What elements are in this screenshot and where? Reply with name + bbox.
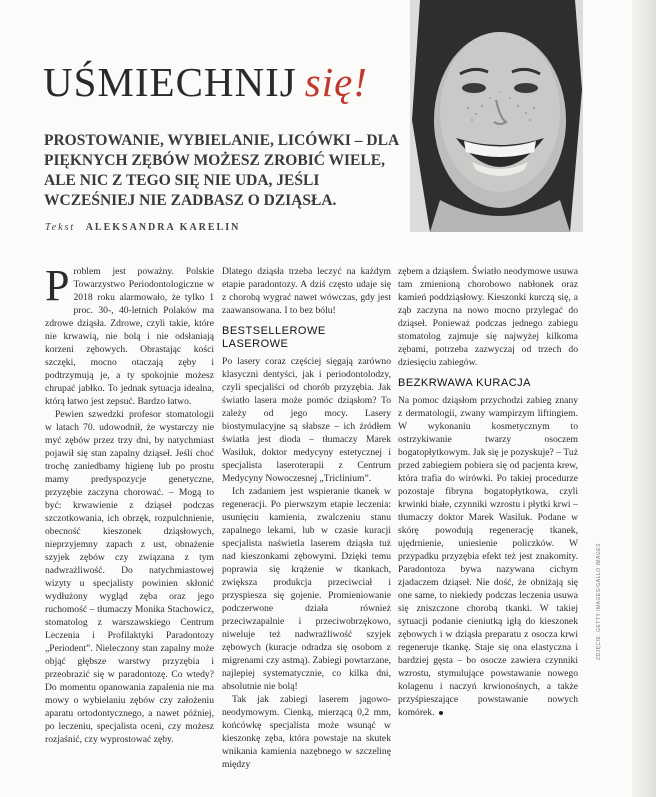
paragraph (398, 394, 578, 719)
byline-author: ALEKSANDRA KARELIN (85, 222, 241, 233)
section-heading: BESTSELLEROWE LASEROWE (222, 325, 326, 350)
page-spine (632, 0, 656, 797)
paragraph-text: Na pomoc dziąsłom przychodzi zabieg znany z dermatologii, zwany wampirzym liftingiem. W wykonaniu kosmetycznym to ostrzykiwanie twarzy osoczem bogatopłytkowym. Jak się je pozyskuje? – Tuż przed zabiegiem pobiera się od pacjenta krew, która trafia do wirówki. Po takiej procedurze pozostaje fibryna bogatopłytkowa, czyli krwinki białe, czynniki wzrostu i płytki krwi – tłumaczy doktor Marek Wasiluk. Podane w skórę powodują regenerację tkanek, ujędrnienie, uniesienie policzków. W przypadku przyzębia efekt też jest znakomity. Paradontoza bywa nazywana cichym zjadaczem dziąseł. Nie dość, że obniżają się one same, to niekiedy podczas leczenia usuwa się zniszczone chorobą tkanki. W takiej sytuacji podanie cieniutką igłą do kieszonek zębowych i w dziąsła preparatu z osocza krwi regeneruje tkankę. Staje się ona elastyczna i bardziej gęsta – bo osocze zawiera czynniki wzrostu, stymulujące powstawanie nowego kolagenu i naczyń krwionośnych, a także przyśpieszające powstawanie nowych komórek. (398, 395, 578, 718)
byline-label: Tekst (45, 222, 76, 233)
photo-credit: ZDJĘCIE: GETTY IMAGES/GALLO IMAGES (596, 543, 602, 660)
paragraph-text: roblem jest poważny. Polskie Towarzystwo Periodontologiczne w 2018 roku alarmowało, że tylko 1 proc. 30-, 40-letnich Polaków ma zdrowe dziąsła. Zdrowe, czyli takie, które nie krwawią, nie bolą i nie odsłaniają korzeni zębowych. Obrastając kości szczęki, mocno otaczają zęby i podtrzymują je, a ty spokojnie możesz chrupać jabłko. To jednak sytuacja idealna, którą łatwo jest zepsuć. Bardzo łatwo. (45, 266, 214, 407)
article-lead: PROSTOWANIE, WYBIELANIE, LICÓWKI – DLA PIĘKNYCH ZĘBÓW MOŻESZ ZROBIĆ WIELE, ALE NIC Z TEGO SIĘ NIE UDA, JEŚLI WCZEŚNIEJ NIE ZADBASZ O DZIĄSŁA. (44, 132, 399, 209)
title-main: UŚMIECHNIJ (43, 59, 297, 105)
section-heading: BEZKRWAWA KURACJA (398, 377, 531, 389)
paragraph: Tak jak zabiegi laserem jagowo-neodymowym. Cienką, mierzącą 0,2 mm, końcówkę specjalista może wsunąć w kieszonkę zęba, która powstaje na skutek wnikania kamienia nazębnego w szczelinę między (222, 694, 391, 770)
end-mark-icon (439, 711, 443, 715)
article-column-1 (45, 261, 214, 746)
paragraph: Ich zadaniem jest wspieranie tkanek w regeneracji. Po pierwszym etapie leczenia: usunięciu kamienia, zwalczeniu stanu zapalnego lekami, lub w czasie kuracji specjalista naświetla laserem dziąsła tuż nad kieszonkami zębowymi. Dzięki temu poprawia się krążenie w tkankach, zwiększa produkcja przeciwciał i przyspiesza się gojenie. Promieniowanie podczerwone działa również przeciwzapalnie i przeciwobrzękowo, niweluje też nadwrażliwość szyjek zębowych (kuracje odradza się osobom z migrenami czy astmą). Zabiegi powtarzane, najlepiej systematycznie, co kilka dni, absolutnie nie bolą! (222, 486, 391, 692)
paragraph: Dlatego dziąsła trzeba leczyć na każdym etapie paradontozy. A dziś często udaje się z chorobą wygrać nawet wówczas, gdy jest zaawansowana. I to bez bólu! (222, 266, 391, 316)
article-column-2 (222, 265, 391, 771)
paragraph: Po lasery coraz częściej sięgają zarówno klasyczni dentyści, jak i periodontolodzy, czyli specjaliści od chorób przyzębia. Jak światło lasera może pomóc dziąsłom? To zależy od jego mocy. Lasery biostymulacyjne są słabsze – ich źródłem światła jest dioda – tłumaczy Marek Wasiluk, doktor medycyny estetycznej i specjalista laseroterapii z Centrum Medycyny Nowoczesnej „Triclinium”. (222, 356, 391, 484)
smiling-woman-photo (410, 0, 583, 232)
article-title (43, 58, 368, 106)
byline (45, 222, 240, 233)
drop-cap: P (45, 261, 70, 310)
article-column-3 (398, 265, 578, 719)
paragraph: zębem a dziąsłem. Światło neodymowe usuwa tam zmienioną chorobowo nabłonek oraz kamień poddziąsłowy. Kieszonki kurczą się, a ząb zaczyna na nowo mocno przylegać do dziąseł. Ponieważ podczas jednego zabiegu stomatolog zajmuje się najwyżej kilkoma zębami, potrzeba zazwyczaj od trzech do dziesięciu zabiegów. (398, 266, 578, 368)
title-script: się! (304, 59, 368, 105)
portrait-illustration (410, 0, 583, 232)
paragraph: Pewien szwedzki profesor stomatologii w latach 70. udowodnił, że wystarczy nie myć zębów przez trzy dni, by natychmiast pojawił się stan zapalny dziąseł. Jeśli choć trochę zaniedbamy higienę lub po prostu mamy predyspozycje genetyczne, przyzębie zaczyna chorować. – Mogą to być: krwawienie z dziąseł podczas szczotkowania, ich obrzęk, rozpulchnienie, obecność kieszonek dziąsłowych, nieprzyjemny zapach z ust, obnażenie szyjek zębów czy związana z tym nadwrażliwość. Do natychmiastowej wizyty u specjalisty powinien skłonić wydłużony wygląd zęba oraz jego ruchomość – tłumaczy Monika Stachowicz, stomatolog z warszawskiego Centrum Leczenia i Profilaktyki Paradontozy „Periodent”. Nieleczony stan zapalny może objąć głębsze warstwy przyzębia i przeobrazić się w paradontozę. Co wtedy? Do momentu opanowania zapalenia nie ma mowy o wybielaniu zębów czy założeniu aparatu ortodontycznego, a nawet później, po leczeniu, specjalista oceni, czy możesz rozjaśnić, czy wyprostować zęby. (45, 409, 214, 745)
paragraph (45, 261, 214, 408)
